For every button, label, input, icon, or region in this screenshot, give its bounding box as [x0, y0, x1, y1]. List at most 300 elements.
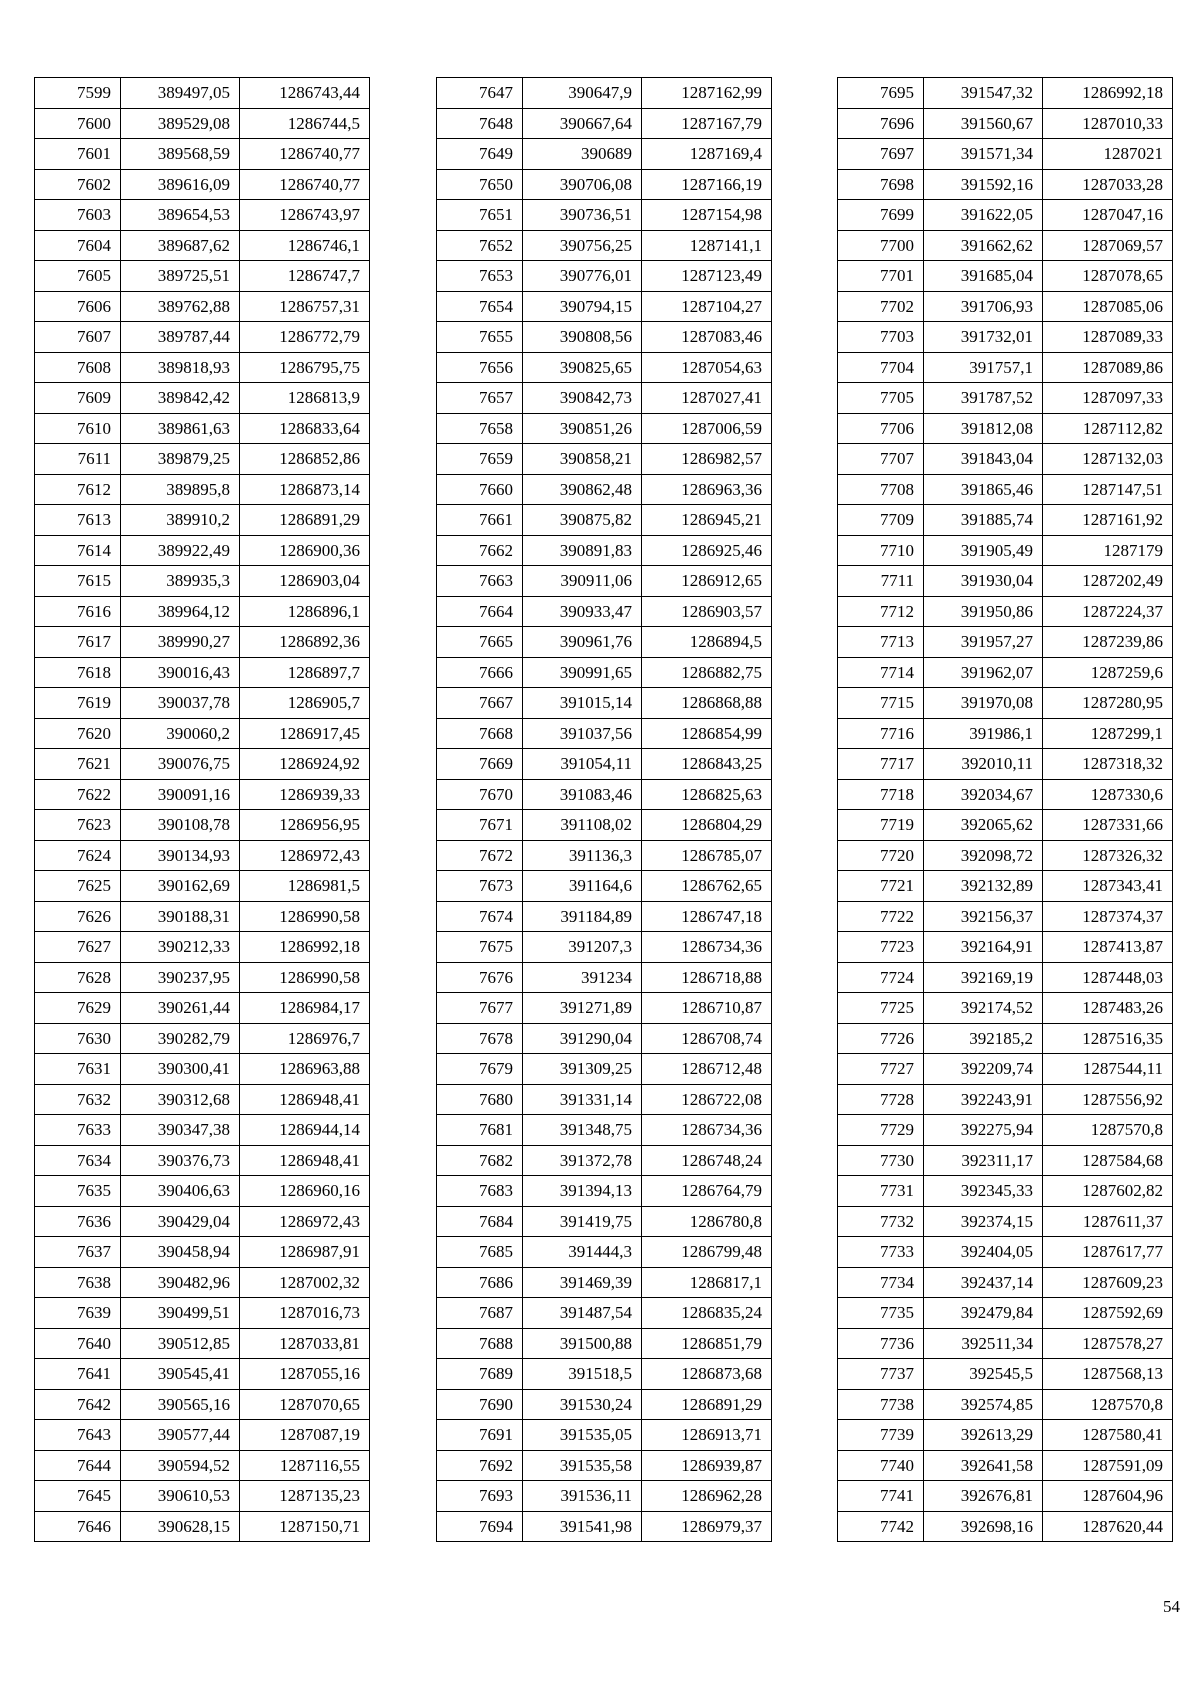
x-coordinate-cell: 392243,91	[924, 1084, 1043, 1115]
y-coordinate-cell: 1286948,41	[240, 1145, 370, 1176]
x-coordinate-cell: 390060,2	[121, 718, 240, 749]
table-row	[437, 1420, 772, 1451]
x-coordinate-cell: 389861,63	[121, 413, 240, 444]
x-coordinate-cell: 390016,43	[121, 657, 240, 688]
table-row	[838, 322, 1173, 353]
point-number-cell: 7634	[35, 1145, 121, 1176]
table-row	[437, 1450, 772, 1481]
point-number-cell: 7696	[838, 108, 924, 139]
table-row	[35, 169, 370, 200]
point-number-cell: 7699	[838, 200, 924, 231]
y-coordinate-cell: 1287132,03	[1043, 444, 1173, 475]
x-coordinate-cell: 390991,65	[523, 657, 642, 688]
y-coordinate-cell: 1287002,32	[240, 1267, 370, 1298]
y-coordinate-cell: 1287580,41	[1043, 1420, 1173, 1451]
x-coordinate-cell: 389497,05	[121, 78, 240, 109]
y-coordinate-cell: 1287584,68	[1043, 1145, 1173, 1176]
x-coordinate-cell: 390628,15	[121, 1511, 240, 1542]
table-row	[35, 413, 370, 444]
point-number-cell: 7709	[838, 505, 924, 536]
y-coordinate-cell: 1286740,77	[240, 169, 370, 200]
y-coordinate-cell: 1286960,16	[240, 1176, 370, 1207]
x-coordinate-cell: 392437,14	[924, 1267, 1043, 1298]
table-row	[838, 261, 1173, 292]
x-coordinate-cell: 391787,52	[924, 383, 1043, 414]
point-number-cell: 7680	[437, 1084, 523, 1115]
y-coordinate-cell: 1287166,19	[642, 169, 772, 200]
y-coordinate-cell: 1287161,92	[1043, 505, 1173, 536]
table-row	[35, 1389, 370, 1420]
table-row	[838, 1176, 1173, 1207]
y-coordinate-cell: 1286972,43	[240, 1206, 370, 1237]
table-row	[437, 108, 772, 139]
table-row	[838, 779, 1173, 810]
table-row	[838, 535, 1173, 566]
table-row	[838, 1359, 1173, 1390]
y-coordinate-cell: 1286747,7	[240, 261, 370, 292]
table-row	[838, 1023, 1173, 1054]
y-coordinate-cell: 1286708,74	[642, 1023, 772, 1054]
y-coordinate-cell: 1287104,27	[642, 291, 772, 322]
x-coordinate-cell: 390091,16	[121, 779, 240, 810]
x-coordinate-cell: 391444,3	[523, 1237, 642, 1268]
table-row	[35, 474, 370, 505]
x-coordinate-cell: 391331,14	[523, 1084, 642, 1115]
table-row	[838, 810, 1173, 841]
table-row	[838, 657, 1173, 688]
table-row	[838, 1328, 1173, 1359]
point-number-cell: 7730	[838, 1145, 924, 1176]
table-row	[838, 1237, 1173, 1268]
point-number-cell: 7652	[437, 230, 523, 261]
y-coordinate-cell: 1286835,24	[642, 1298, 772, 1329]
point-number-cell: 7687	[437, 1298, 523, 1329]
x-coordinate-cell: 391054,11	[523, 749, 642, 780]
y-coordinate-cell: 1286962,28	[642, 1481, 772, 1512]
y-coordinate-cell: 1287006,59	[642, 413, 772, 444]
point-number-cell: 7651	[437, 200, 523, 231]
table-row	[35, 352, 370, 383]
x-coordinate-cell: 392275,94	[924, 1115, 1043, 1146]
point-number-cell: 7654	[437, 291, 523, 322]
x-coordinate-cell: 392164,91	[924, 932, 1043, 963]
point-number-cell: 7658	[437, 413, 523, 444]
point-number-cell: 7713	[838, 627, 924, 658]
y-coordinate-cell: 1287604,96	[1043, 1481, 1173, 1512]
table-row	[437, 688, 772, 719]
table-row	[437, 1481, 772, 1512]
y-coordinate-cell: 1287055,16	[240, 1359, 370, 1390]
table-row	[838, 962, 1173, 993]
x-coordinate-cell: 390851,26	[523, 413, 642, 444]
x-coordinate-cell: 390891,83	[523, 535, 642, 566]
x-coordinate-cell: 390794,15	[523, 291, 642, 322]
x-coordinate-cell: 389654,53	[121, 200, 240, 231]
table-row	[437, 230, 772, 261]
x-coordinate-cell: 392641,58	[924, 1450, 1043, 1481]
x-coordinate-cell: 391732,01	[924, 322, 1043, 353]
x-coordinate-cell: 390512,85	[121, 1328, 240, 1359]
y-coordinate-cell: 1286718,88	[642, 962, 772, 993]
table-row	[838, 352, 1173, 383]
point-number-cell: 7736	[838, 1328, 924, 1359]
point-number-cell: 7665	[437, 627, 523, 658]
table-row	[838, 139, 1173, 170]
x-coordinate-cell: 391207,3	[523, 932, 642, 963]
y-coordinate-cell: 1286746,1	[240, 230, 370, 261]
y-coordinate-cell: 1287054,63	[642, 352, 772, 383]
point-number-cell: 7628	[35, 962, 121, 993]
point-number-cell: 7648	[437, 108, 523, 139]
x-coordinate-cell: 391930,04	[924, 566, 1043, 597]
y-coordinate-cell: 1286992,18	[240, 932, 370, 963]
point-number-cell: 7645	[35, 1481, 121, 1512]
y-coordinate-cell: 1287592,69	[1043, 1298, 1173, 1329]
point-number-cell: 7738	[838, 1389, 924, 1420]
point-number-cell: 7606	[35, 291, 121, 322]
x-coordinate-cell: 391685,04	[924, 261, 1043, 292]
x-coordinate-cell: 391571,34	[924, 139, 1043, 170]
table-row	[437, 749, 772, 780]
table-row	[35, 1115, 370, 1146]
table-row	[35, 993, 370, 1024]
table-row	[35, 291, 370, 322]
y-coordinate-cell: 1287239,86	[1043, 627, 1173, 658]
y-coordinate-cell: 1287147,51	[1043, 474, 1173, 505]
table-row	[35, 810, 370, 841]
point-number-cell: 7638	[35, 1267, 121, 1298]
table-row	[838, 871, 1173, 902]
y-coordinate-cell: 1286843,25	[642, 749, 772, 780]
y-coordinate-cell: 1286944,14	[240, 1115, 370, 1146]
point-number-cell: 7693	[437, 1481, 523, 1512]
table-row	[838, 444, 1173, 475]
y-coordinate-cell: 1287154,98	[642, 200, 772, 231]
y-coordinate-cell: 1286757,31	[240, 291, 370, 322]
table-row	[35, 1084, 370, 1115]
table-row	[838, 200, 1173, 231]
x-coordinate-cell: 390499,51	[121, 1298, 240, 1329]
y-coordinate-cell: 1287179	[1043, 535, 1173, 566]
point-number-cell: 7684	[437, 1206, 523, 1237]
x-coordinate-cell: 391500,88	[523, 1328, 642, 1359]
table-row	[437, 779, 772, 810]
point-number-cell: 7686	[437, 1267, 523, 1298]
y-coordinate-cell: 1286804,29	[642, 810, 772, 841]
y-coordinate-cell: 1286972,43	[240, 840, 370, 871]
table-row	[838, 291, 1173, 322]
x-coordinate-cell: 391530,24	[523, 1389, 642, 1420]
table-row	[35, 1511, 370, 1542]
y-coordinate-cell: 1287611,37	[1043, 1206, 1173, 1237]
point-number-cell: 7613	[35, 505, 121, 536]
point-number-cell: 7742	[838, 1511, 924, 1542]
x-coordinate-cell: 391812,08	[924, 413, 1043, 444]
point-number-cell: 7710	[838, 535, 924, 566]
table-row	[437, 1145, 772, 1176]
y-coordinate-cell: 1286785,07	[642, 840, 772, 871]
point-number-cell: 7672	[437, 840, 523, 871]
y-coordinate-cell: 1287016,73	[240, 1298, 370, 1329]
y-coordinate-cell: 1287078,65	[1043, 261, 1173, 292]
x-coordinate-cell: 391986,1	[924, 718, 1043, 749]
x-coordinate-cell: 391419,75	[523, 1206, 642, 1237]
table-row	[437, 1237, 772, 1268]
y-coordinate-cell: 1287169,4	[642, 139, 772, 170]
point-number-cell: 7615	[35, 566, 121, 597]
table-row	[838, 688, 1173, 719]
x-coordinate-cell: 391662,62	[924, 230, 1043, 261]
table-row	[35, 596, 370, 627]
point-number-cell: 7695	[838, 78, 924, 109]
table-row	[437, 932, 772, 963]
point-number-cell: 7678	[437, 1023, 523, 1054]
table-row	[437, 810, 772, 841]
point-number-cell: 7711	[838, 566, 924, 597]
y-coordinate-cell: 1286851,79	[642, 1328, 772, 1359]
table-row	[35, 200, 370, 231]
y-coordinate-cell: 1287413,87	[1043, 932, 1173, 963]
table-row	[437, 291, 772, 322]
x-coordinate-cell: 390961,76	[523, 627, 642, 658]
point-number-cell: 7677	[437, 993, 523, 1024]
x-coordinate-cell: 390482,96	[121, 1267, 240, 1298]
point-number-cell: 7698	[838, 169, 924, 200]
x-coordinate-cell: 390706,08	[523, 169, 642, 200]
point-number-cell: 7722	[838, 901, 924, 932]
x-coordinate-cell: 391469,39	[523, 1267, 642, 1298]
point-number-cell: 7620	[35, 718, 121, 749]
point-number-cell: 7685	[437, 1237, 523, 1268]
point-number-cell: 7725	[838, 993, 924, 1024]
table-row	[838, 169, 1173, 200]
table-row	[437, 871, 772, 902]
table-row	[838, 1145, 1173, 1176]
y-coordinate-cell: 1286963,36	[642, 474, 772, 505]
table-row	[35, 688, 370, 719]
x-coordinate-cell: 392169,19	[924, 962, 1043, 993]
y-coordinate-cell: 1287224,37	[1043, 596, 1173, 627]
table-row	[437, 261, 772, 292]
x-coordinate-cell: 392479,84	[924, 1298, 1043, 1329]
table-row	[437, 1267, 772, 1298]
y-coordinate-cell: 1287331,66	[1043, 810, 1173, 841]
x-coordinate-cell: 390261,44	[121, 993, 240, 1024]
point-number-cell: 7604	[35, 230, 121, 261]
x-coordinate-cell: 391108,02	[523, 810, 642, 841]
x-coordinate-cell: 390312,68	[121, 1084, 240, 1115]
table-row	[437, 383, 772, 414]
point-number-cell: 7714	[838, 657, 924, 688]
y-coordinate-cell: 1286945,21	[642, 505, 772, 536]
y-coordinate-cell: 1286939,33	[240, 779, 370, 810]
table-row	[35, 962, 370, 993]
table-row	[838, 1420, 1173, 1451]
x-coordinate-cell: 391622,05	[924, 200, 1043, 231]
point-number-cell: 7690	[437, 1389, 523, 1420]
point-number-cell: 7649	[437, 139, 523, 170]
point-number-cell: 7729	[838, 1115, 924, 1146]
x-coordinate-cell: 390300,41	[121, 1054, 240, 1085]
x-coordinate-cell: 390594,52	[121, 1450, 240, 1481]
x-coordinate-cell: 390667,64	[523, 108, 642, 139]
x-coordinate-cell: 392676,81	[924, 1481, 1043, 1512]
y-coordinate-cell: 1287116,55	[240, 1450, 370, 1481]
point-number-cell: 7715	[838, 688, 924, 719]
point-number-cell: 7673	[437, 871, 523, 902]
table-row	[437, 139, 772, 170]
table-row	[838, 596, 1173, 627]
table-row	[838, 1481, 1173, 1512]
point-number-cell: 7614	[35, 535, 121, 566]
point-number-cell: 7724	[838, 962, 924, 993]
table-row	[437, 627, 772, 658]
table-row	[437, 78, 772, 109]
point-number-cell: 7616	[35, 596, 121, 627]
y-coordinate-cell: 1286882,75	[642, 657, 772, 688]
x-coordinate-cell: 390076,75	[121, 749, 240, 780]
x-coordinate-cell: 390162,69	[121, 871, 240, 902]
x-coordinate-cell: 390545,41	[121, 1359, 240, 1390]
y-coordinate-cell: 1286948,41	[240, 1084, 370, 1115]
point-number-cell: 7619	[35, 688, 121, 719]
coordinates-table-1	[34, 77, 370, 1542]
point-number-cell: 7647	[437, 78, 523, 109]
point-number-cell: 7701	[838, 261, 924, 292]
point-number-cell: 7728	[838, 1084, 924, 1115]
point-number-cell: 7667	[437, 688, 523, 719]
x-coordinate-cell: 390875,82	[523, 505, 642, 536]
point-number-cell: 7655	[437, 322, 523, 353]
x-coordinate-cell: 389687,62	[121, 230, 240, 261]
x-coordinate-cell: 391560,67	[924, 108, 1043, 139]
y-coordinate-cell: 1287602,82	[1043, 1176, 1173, 1207]
y-coordinate-cell: 1287010,33	[1043, 108, 1173, 139]
y-coordinate-cell: 1287033,28	[1043, 169, 1173, 200]
point-number-cell: 7653	[437, 261, 523, 292]
table-row	[437, 1176, 772, 1207]
x-coordinate-cell: 390282,79	[121, 1023, 240, 1054]
x-coordinate-cell: 390610,53	[121, 1481, 240, 1512]
point-number-cell: 7734	[838, 1267, 924, 1298]
table-row	[838, 932, 1173, 963]
table-row	[35, 383, 370, 414]
x-coordinate-cell: 391348,75	[523, 1115, 642, 1146]
point-number-cell: 7639	[35, 1298, 121, 1329]
point-number-cell: 7716	[838, 718, 924, 749]
point-number-cell: 7644	[35, 1450, 121, 1481]
y-coordinate-cell: 1286712,48	[642, 1054, 772, 1085]
y-coordinate-cell: 1287299,1	[1043, 718, 1173, 749]
x-coordinate-cell: 389529,08	[121, 108, 240, 139]
x-coordinate-cell: 390933,47	[523, 596, 642, 627]
table-row	[838, 840, 1173, 871]
y-coordinate-cell: 1287570,8	[1043, 1115, 1173, 1146]
x-coordinate-cell: 392613,29	[924, 1420, 1043, 1451]
point-number-cell: 7718	[838, 779, 924, 810]
x-coordinate-cell: 389616,09	[121, 169, 240, 200]
y-coordinate-cell: 1286873,68	[642, 1359, 772, 1390]
x-coordinate-cell: 391592,16	[924, 169, 1043, 200]
x-coordinate-cell: 390134,93	[121, 840, 240, 871]
x-coordinate-cell: 389879,25	[121, 444, 240, 475]
y-coordinate-cell: 1286894,5	[642, 627, 772, 658]
y-coordinate-cell: 1287033,81	[240, 1328, 370, 1359]
y-coordinate-cell: 1286924,92	[240, 749, 370, 780]
y-coordinate-cell: 1286913,71	[642, 1420, 772, 1451]
x-coordinate-cell: 391518,5	[523, 1359, 642, 1390]
table-row	[437, 535, 772, 566]
x-coordinate-cell: 392345,33	[924, 1176, 1043, 1207]
point-number-cell: 7704	[838, 352, 924, 383]
x-coordinate-cell: 391757,1	[924, 352, 1043, 383]
y-coordinate-cell: 1286868,88	[642, 688, 772, 719]
table-row	[437, 413, 772, 444]
point-number-cell: 7707	[838, 444, 924, 475]
table-row	[437, 200, 772, 231]
point-number-cell: 7656	[437, 352, 523, 383]
y-coordinate-cell: 1286813,9	[240, 383, 370, 414]
y-coordinate-cell: 1287259,6	[1043, 657, 1173, 688]
point-number-cell: 7732	[838, 1206, 924, 1237]
y-coordinate-cell: 1286854,99	[642, 718, 772, 749]
y-coordinate-cell: 1287516,35	[1043, 1023, 1173, 1054]
x-coordinate-cell: 390429,04	[121, 1206, 240, 1237]
x-coordinate-cell: 391905,49	[924, 535, 1043, 566]
table-row	[437, 169, 772, 200]
point-number-cell: 7663	[437, 566, 523, 597]
table-row	[35, 139, 370, 170]
table-row	[437, 657, 772, 688]
x-coordinate-cell: 389910,2	[121, 505, 240, 536]
x-coordinate-cell: 392098,72	[924, 840, 1043, 871]
y-coordinate-cell: 1286825,63	[642, 779, 772, 810]
table-row	[437, 1206, 772, 1237]
y-coordinate-cell: 1286764,79	[642, 1176, 772, 1207]
y-coordinate-cell: 1286984,17	[240, 993, 370, 1024]
table-row	[437, 1328, 772, 1359]
table-row	[35, 108, 370, 139]
x-coordinate-cell: 392156,37	[924, 901, 1043, 932]
y-coordinate-cell: 1287112,82	[1043, 413, 1173, 444]
x-coordinate-cell: 390756,25	[523, 230, 642, 261]
point-number-cell: 7674	[437, 901, 523, 932]
point-number-cell: 7735	[838, 1298, 924, 1329]
y-coordinate-cell: 1287483,26	[1043, 993, 1173, 1024]
y-coordinate-cell: 1286903,57	[642, 596, 772, 627]
y-coordinate-cell: 1287087,19	[240, 1420, 370, 1451]
y-coordinate-cell: 1287280,95	[1043, 688, 1173, 719]
point-number-cell: 7643	[35, 1420, 121, 1451]
table-row	[35, 779, 370, 810]
y-coordinate-cell: 1287150,71	[240, 1511, 370, 1542]
x-coordinate-cell: 392010,11	[924, 749, 1043, 780]
point-number-cell: 7666	[437, 657, 523, 688]
table-row	[838, 566, 1173, 597]
table-row	[35, 840, 370, 871]
point-number-cell: 7723	[838, 932, 924, 963]
point-number-cell: 7682	[437, 1145, 523, 1176]
point-number-cell: 7719	[838, 810, 924, 841]
table-row	[437, 566, 772, 597]
y-coordinate-cell: 1287069,57	[1043, 230, 1173, 261]
x-coordinate-cell: 389725,51	[121, 261, 240, 292]
point-number-cell: 7640	[35, 1328, 121, 1359]
x-coordinate-cell: 391083,46	[523, 779, 642, 810]
point-number-cell: 7683	[437, 1176, 523, 1207]
table-row	[437, 505, 772, 536]
point-number-cell: 7608	[35, 352, 121, 383]
